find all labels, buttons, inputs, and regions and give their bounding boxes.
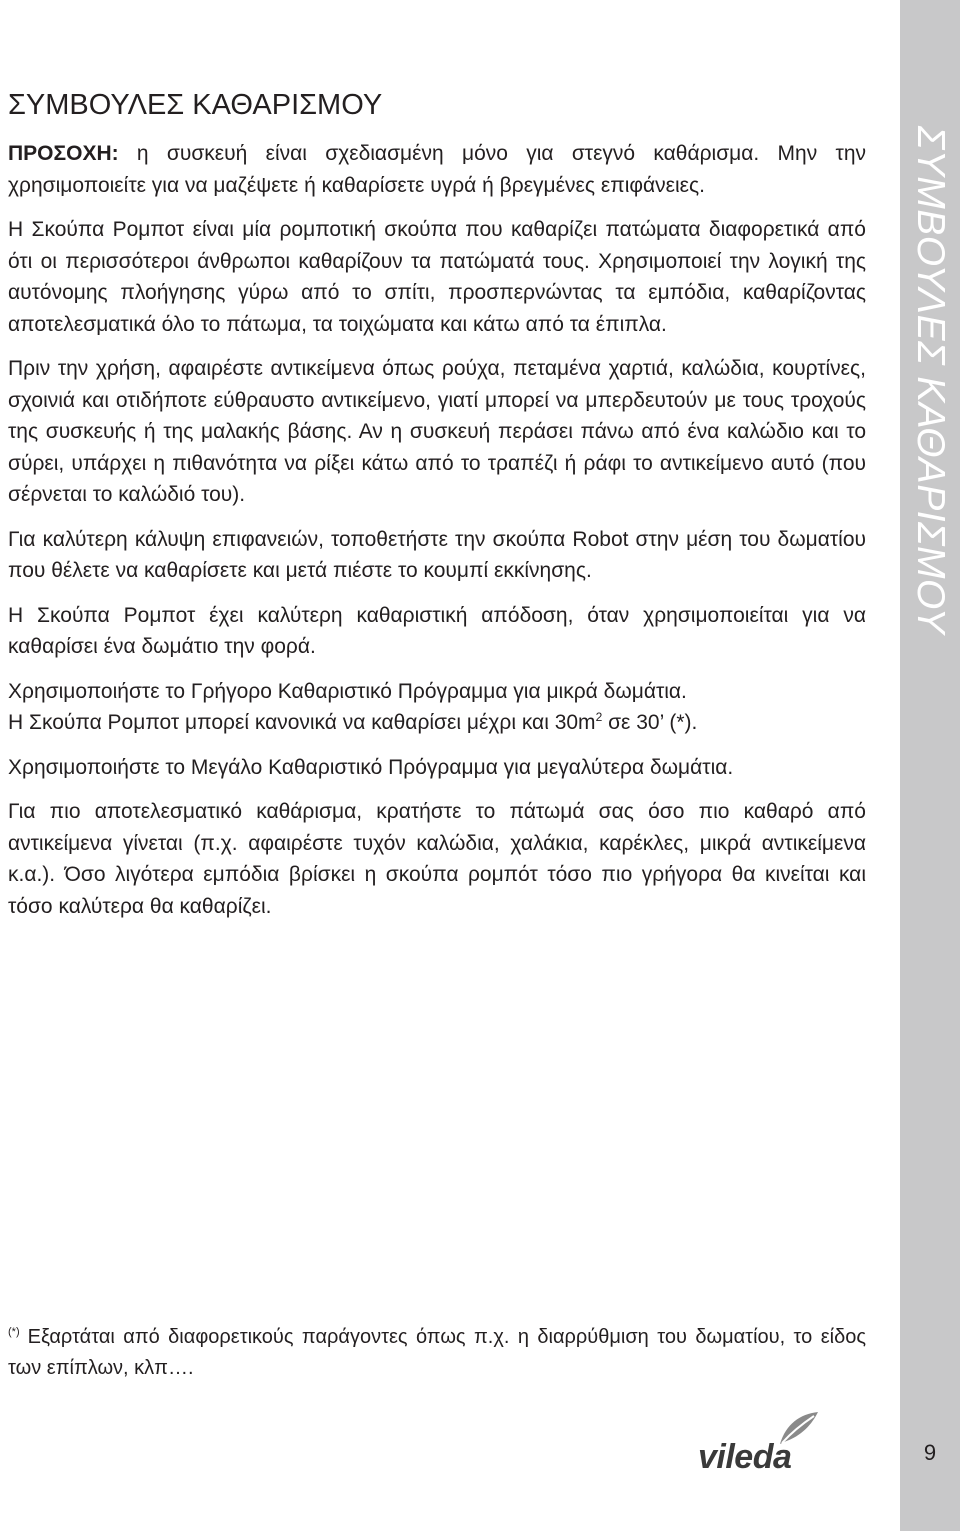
- warning-text: η συσκευή είναι σχεδιασμένη μόνο για στεγνό καθάρισμα. Μην την χρησιμοποιείτε για να μαζέψετε ή καθαρίσετε υγρά ή βρεγμένες επιφάνειες.: [8, 142, 866, 197]
- paragraph-efficiency: Για πιο αποτελεσματικό καθάρισμα, κρατήστε το πάτωμά σας όσο πιο καθαρό από αντικείμενα γίνεται (π.χ. αφαιρέστε τυχόν καλώδια, χαλάκια, καρέκλες, μικρά αντικείμενα κ.α.). Όσο λιγότερα εμπόδια βρίσκει η σκούπα ρομπότ τόσο πιο γρήγορα θα κινείται και τόσο καλύτερα θα καθαρίζει.: [8, 800, 866, 918]
- footnote-mark: (*): [8, 1326, 20, 1339]
- quick-program-superscript: 2: [595, 710, 603, 724]
- quick-program-line2-before: Η Σκούπα Ρομποτ μπορεί κανονικά να καθαρίσει μέχρι και 30m: [8, 711, 596, 734]
- footnote-text: Εξαρτάται από διαφορετικούς παράγοντες όπως π.χ. η διαρρύθμιση του δωματίου, το είδος των επίπλων, κλπ….: [8, 1326, 866, 1379]
- logo-wordmark: vileda: [698, 1438, 792, 1476]
- paragraph-quick-program: [8, 676, 866, 739]
- vileda-logo: [698, 1410, 828, 1480]
- warning-paragraph: [8, 138, 866, 201]
- side-section-title: ΣΥΜΒΟΥΛΕΣ ΚΑΘΑΡΙΣΜΟΥ: [909, 125, 952, 635]
- footnote: [8, 1322, 866, 1384]
- quick-program-line1: Χρησιμοποιήστε το Γρήγορο Καθαριστικό Πρόγραμμα για μικρά δωμάτια.: [8, 679, 687, 703]
- paragraph-large-program: Χρησιμοποιήστε το Μεγάλο Καθαριστικό Πρόγραμμα για μεγαλύτερα δωμάτια.: [8, 755, 734, 779]
- paragraph-before-use: Πριν την χρήση, αφαιρέστε αντικείμενα όπως ρούχα, πεταμένα χαρτιά, καλώδια, κουρτίνες, σχοινιά και οτιδήποτε εύθραυστο αντικείμενο, γιατί μπορεί να μπερδευτούν με τους τροχούς της συσκευής ή της μαλακής βάσης. Αν η συσκευή περάσει πάνω από ένα καλώδιο και το σύρει, υπάρχει η πιθανότητα να ρίξει κάτω από το τραπέζι ή ράφι το αντικείμενο αυτό (που σέρνεται το καλώδιό του).: [8, 357, 866, 506]
- paragraph-intro: Η Σκούπα Ρομποτ είναι μία ρομποτική σκούπα που καθαρίζει πατώματα διαφορετικά από ότι οι περισσότεροι άνθρωποι καθαρίζουν τα πατώματά τους. Χρησιμοποιεί την λογική της αυτόνομης πλοήγησης γύρω από το σπίτι, προσπερνώντας τα εμπόδια, καθαρίζοντας αποτελεσματικά όλο το πάτωμα, τα τοιχώματα και κάτω από τα έπιπλα.: [8, 218, 866, 336]
- paragraph-one-room: Η Σκούπα Ρομποτ έχει καλύτερη καθαριστική απόδοση, όταν χρησιμοποιείται για να καθαρίσει ένα δωμάτιο την φορά.: [8, 603, 866, 658]
- page-title: ΣΥΜΒΟΥΛΕΣ ΚΑΘΑΡΙΣΜΟΥ: [8, 89, 383, 121]
- main-content: [8, 86, 866, 935]
- quick-program-line2-after: σε 30’ (*).: [602, 711, 698, 734]
- paragraph-coverage: Για καλύτερη κάλυψη επιφανειών, τοποθετήστε την σκούπα Robot στην μέση του δωματίου που θέλετε να καθαρίσετε και μετά πιέστε το κουμπί εκκίνησης.: [8, 527, 866, 582]
- warning-label: ΠΡΟΣΟΧΗ:: [8, 142, 119, 165]
- page-number: 9: [923, 1440, 937, 1465]
